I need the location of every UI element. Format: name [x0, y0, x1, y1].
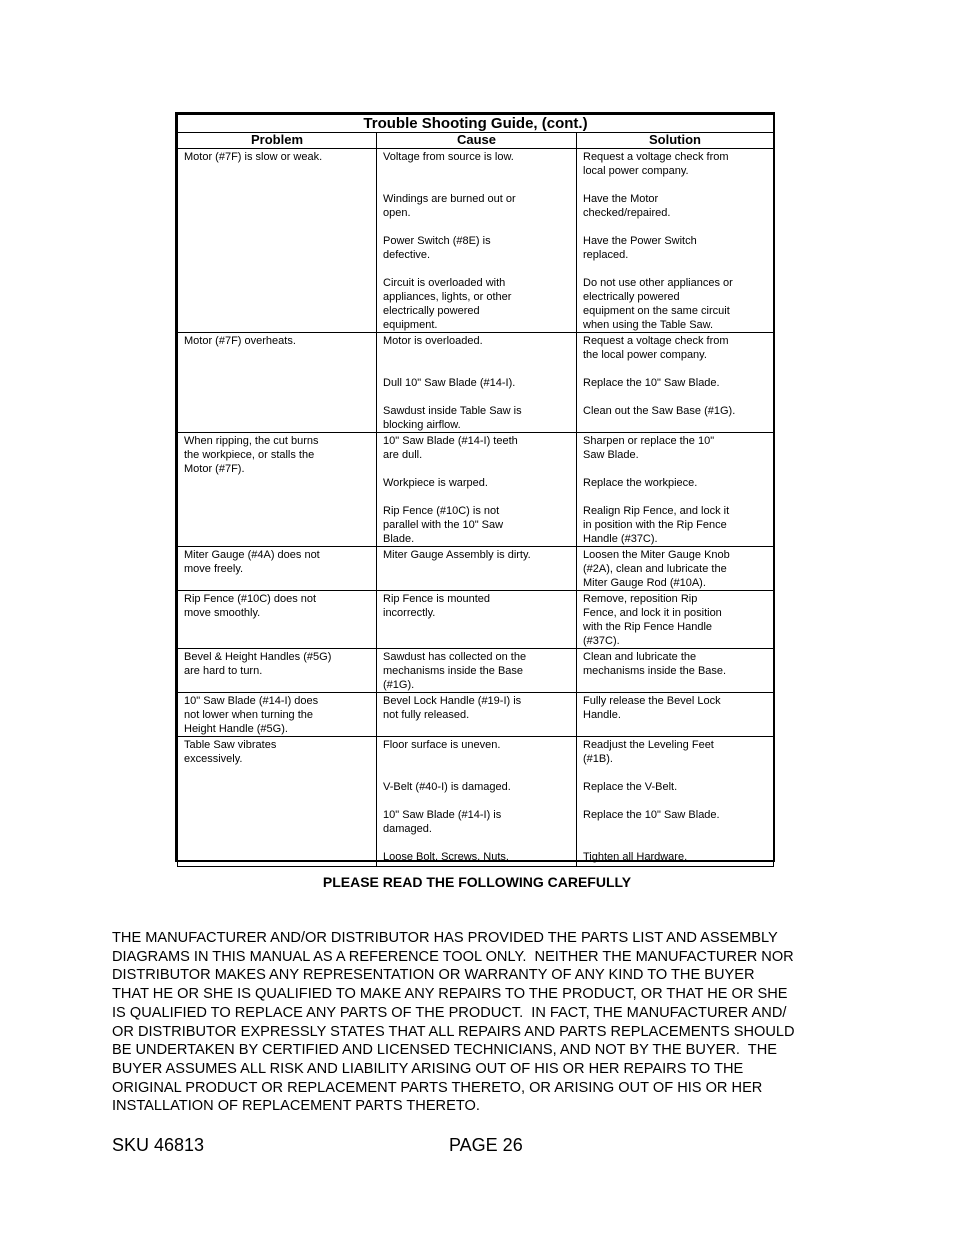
cause-text-line: open. — [383, 207, 411, 219]
solution-text-line: Sharpen or replace the 10" — [583, 435, 715, 447]
problem-cell — [178, 149, 377, 333]
problem-text-line: excessively. — [184, 753, 243, 765]
problem-cell — [178, 333, 377, 433]
cause-cell — [377, 333, 577, 433]
problem-text-line: When ripping, the cut burns — [184, 435, 319, 447]
cause-text-line: Sawdust has collected on the — [383, 651, 527, 663]
cause-text-line — [383, 262, 570, 276]
cause-text-line: Workpiece is warped. — [383, 477, 488, 489]
solution-text-line: Fully release the Bevel Lock — [583, 695, 721, 707]
solution-cell — [577, 591, 774, 649]
solution-text-line: with the Rip Fence Handle — [583, 621, 713, 633]
solution-text-line: equipment on the same circuit — [583, 305, 730, 317]
solution-cell — [577, 649, 774, 693]
solution-text-line — [583, 462, 767, 476]
solution-text-line: Handle. — [583, 709, 621, 721]
solution-cell — [577, 433, 774, 547]
problem-text-line: are hard to turn. — [184, 665, 263, 677]
cause-cell — [377, 737, 577, 867]
cause-text-line — [383, 348, 570, 362]
problem-cell — [178, 433, 377, 547]
cause-text-line: Blade. — [383, 533, 415, 545]
cause-text-line — [383, 164, 570, 178]
column-header-cause: Cause — [377, 133, 577, 149]
cause-text-line — [383, 752, 570, 766]
cause-cell — [377, 591, 577, 649]
cause-text-line: equipment. — [383, 319, 438, 331]
cause-text-line: 10" Saw Blade (#14-I) teeth — [383, 435, 518, 447]
cause-text-line: are dull. — [383, 449, 423, 461]
solution-text-line: replaced. — [583, 249, 629, 261]
table-row — [178, 149, 774, 333]
cause-text-line: not fully released. — [383, 709, 470, 721]
problem-text-line: Height Handle (#5G). — [184, 723, 288, 735]
solution-text-line: Have the Power Switch — [583, 235, 697, 247]
solution-cell — [577, 737, 774, 867]
cause-text-line: Miter Gauge Assembly is dirty. — [383, 549, 531, 561]
problem-text-line: move freely. — [184, 563, 244, 575]
problem-text-line: Motor (#7F). — [184, 463, 245, 475]
cause-text-line: mechanisms inside the Base — [383, 665, 524, 677]
solution-text-line: checked/repaired. — [583, 207, 671, 219]
solution-text-line: Miter Gauge Rod (#10A). — [583, 577, 706, 589]
solution-text-line: Remove, reposition Rip — [583, 593, 698, 605]
solution-text-line: local power company. — [583, 165, 689, 177]
cause-text-line: Voltage from source is low. — [383, 151, 514, 163]
solution-text-line: Tighten all Hardware. — [583, 851, 688, 863]
cause-text-line: 10" Saw Blade (#14-I) is — [383, 809, 502, 821]
problem-text-line: Motor (#7F) overheats. — [184, 335, 296, 347]
cause-text-line: Rip Fence is mounted — [383, 593, 490, 605]
solution-text-line: in position with the Rip Fence — [583, 519, 727, 531]
solution-text-line: Saw Blade. — [583, 449, 639, 461]
cause-text-line — [383, 220, 570, 234]
problem-text-line: 10" Saw Blade (#14-I) does — [184, 695, 319, 707]
solution-text-line: (#2A), clean and lubricate the — [583, 563, 727, 575]
cause-text-line: V-Belt (#40-I) is damaged. — [383, 781, 511, 793]
problem-text-line: Rip Fence (#10C) does not — [184, 593, 317, 605]
solution-text-line — [583, 490, 767, 504]
solution-text-line: Replace the 10" Saw Blade. — [583, 377, 720, 389]
cause-text-line: parallel with the 10" Saw — [383, 519, 504, 531]
solution-text-line: (#1B). — [583, 753, 613, 765]
cause-text-line: Rip Fence (#10C) is not — [383, 505, 500, 517]
solution-text-line: the local power company. — [583, 349, 707, 361]
solution-cell — [577, 333, 774, 433]
solution-text-line: Clean out the Saw Base (#1G). — [583, 405, 736, 417]
cause-cell — [377, 693, 577, 737]
table-row — [178, 693, 774, 737]
solution-cell — [577, 149, 774, 333]
table-row — [178, 649, 774, 693]
cause-text-line — [383, 836, 570, 850]
solution-text-line: Request a voltage check from — [583, 151, 729, 163]
table-row — [178, 433, 774, 547]
cause-text-line: appliances, lights, or other — [383, 291, 512, 303]
cause-text-line: blocking airflow. — [383, 419, 461, 431]
cause-text-line: Bevel Lock Handle (#19-I) is — [383, 695, 522, 707]
cause-text-line: Sawdust inside Table Saw is — [383, 405, 522, 417]
solution-text-line — [583, 262, 767, 276]
cause-text-line: Dull 10" Saw Blade (#14-I). — [383, 377, 516, 389]
cause-text-line — [383, 794, 570, 808]
notice-heading: PLEASE READ THE FOLLOWING CAREFULLY — [322, 874, 632, 890]
footer-sku: SKU 46813 — [112, 1135, 205, 1155]
cause-text-line — [383, 362, 570, 376]
cause-text-line — [383, 178, 570, 192]
solution-text-line: Handle (#37C). — [583, 533, 658, 545]
table-body — [178, 149, 774, 867]
cause-cell — [377, 547, 577, 591]
notice-body: THE MANUFACTURER AND/OR DISTRIBUTOR HAS PROVIDED THE PARTS LIST AND ASSEMBLY DIAGRAMS IN THIS MANUAL AS A REFERENCE TOOL ONLY. NEITHER THE MANUFACTURER NOR DISTRIBUTOR MAKES ANY REPRESENTATION OR WARRANTY OF ANY KIND TO THE BUYER THAT HE OR SHE IS QUALIFIED TO MAKE ANY REPAIRS TO THE PRODUCT, OR THAT HE OR SHE IS QUALIFIED TO REPLACE ANY PARTS OF THE PRODUCT. IN FACT, THE MANUFACTURER AND/ OR DISTRIBUTOR EXPRESSLY STATES THAT ALL REPAIRS AND PARTS REPLACEMENTS SHOULD BE UNDERTAKEN BY CERTIFIED AND LICENSED TECHNICIANS, AND NOT BY THE BUYER. THE BUYER ASSUMES ALL RISK AND LIABILITY ARISING OUT OF HIS OR HER REPAIRS TO THE ORIGINAL PRODUCT OR REPLACEMENT PARTS THERETO, OR ARISING OUT OF HIS OR HER INSTALLATION OF REPLACEMENT PARTS THERETO. — [112, 930, 795, 1115]
solution-text-line: Do not use other appliances or — [583, 277, 733, 289]
cause-text-line: damaged. — [383, 823, 432, 835]
solution-text-line: (#37C). — [583, 635, 620, 647]
solution-text-line — [583, 822, 767, 836]
solution-text-line — [583, 362, 767, 376]
problem-text-line: Motor (#7F) is slow or weak. — [184, 151, 323, 163]
solution-text-line — [583, 220, 767, 234]
solution-text-line — [583, 794, 767, 808]
solution-text-line: mechanisms inside the Base. — [583, 665, 727, 677]
problem-cell — [178, 547, 377, 591]
footer-page-number: PAGE 26 — [449, 1135, 523, 1155]
column-header-problem: Problem — [178, 133, 377, 149]
cause-text-line: Loose Bolt, Screws, Nuts. — [383, 851, 509, 863]
solution-text-line: Replace the 10" Saw Blade. — [583, 809, 720, 821]
column-header-solution: Solution — [577, 133, 774, 149]
cause-cell — [377, 649, 577, 693]
solution-text-line: Fence, and lock it in position — [583, 607, 722, 619]
solution-text-line: Replace the V-Belt. — [583, 781, 678, 793]
cause-text-line — [383, 462, 570, 476]
trouble-shooting-table — [175, 112, 775, 862]
cause-text-line: Windings are burned out or — [383, 193, 516, 205]
solution-text-line: Request a voltage check from — [583, 335, 729, 347]
solution-text-line — [583, 766, 767, 780]
problem-cell — [178, 737, 377, 867]
cause-text-line: Circuit is overloaded with — [383, 277, 506, 289]
problem-cell — [178, 693, 377, 737]
cause-text-line: Motor is overloaded. — [383, 335, 483, 347]
table-title: Trouble Shooting Guide, (cont.) — [178, 115, 774, 133]
problem-cell — [178, 649, 377, 693]
cause-text-line — [383, 390, 570, 404]
problem-text-line: Bevel & Height Handles (#5G) — [184, 651, 332, 663]
cause-text-line: electrically powered — [383, 305, 480, 317]
problem-text-line: not lower when turning the — [184, 709, 314, 721]
problem-text-line: the workpiece, or stalls the — [184, 449, 315, 461]
solution-text-line: Loosen the Miter Gauge Knob — [583, 549, 730, 561]
solution-text-line: Have the Motor — [583, 193, 659, 205]
problem-text-line: Table Saw vibrates — [184, 739, 277, 751]
cause-cell — [377, 433, 577, 547]
table-row — [178, 333, 774, 433]
cause-cell — [377, 149, 577, 333]
solution-cell — [577, 693, 774, 737]
solution-text-line: Realign Rip Fence, and lock it — [583, 505, 730, 517]
problem-cell — [178, 591, 377, 649]
solution-text-line — [583, 836, 767, 850]
solution-text-line — [583, 178, 767, 192]
cause-text-line: Power Switch (#8E) is — [383, 235, 491, 247]
solution-text-line: when using the Table Saw. — [583, 319, 714, 331]
solution-text-line: Clean and lubricate the — [583, 651, 697, 663]
table-row — [178, 737, 774, 867]
solution-text-line: Replace the workpiece. — [583, 477, 698, 489]
cause-text-line: (#1G). — [383, 679, 415, 691]
solution-text-line: Readjust the Leveling Feet — [583, 739, 714, 751]
problem-text-line: Miter Gauge (#4A) does not — [184, 549, 320, 561]
solution-text-line: electrically powered — [583, 291, 680, 303]
table-row — [178, 591, 774, 649]
problem-text-line: move smoothly. — [184, 607, 261, 619]
solution-text-line — [583, 390, 767, 404]
solution-cell — [577, 547, 774, 591]
cause-text-line — [383, 490, 570, 504]
cause-text-line: Floor surface is uneven. — [383, 739, 501, 751]
table-row — [178, 547, 774, 591]
cause-text-line: defective. — [383, 249, 431, 261]
cause-text-line: incorrectly. — [383, 607, 436, 619]
cause-text-line — [383, 766, 570, 780]
